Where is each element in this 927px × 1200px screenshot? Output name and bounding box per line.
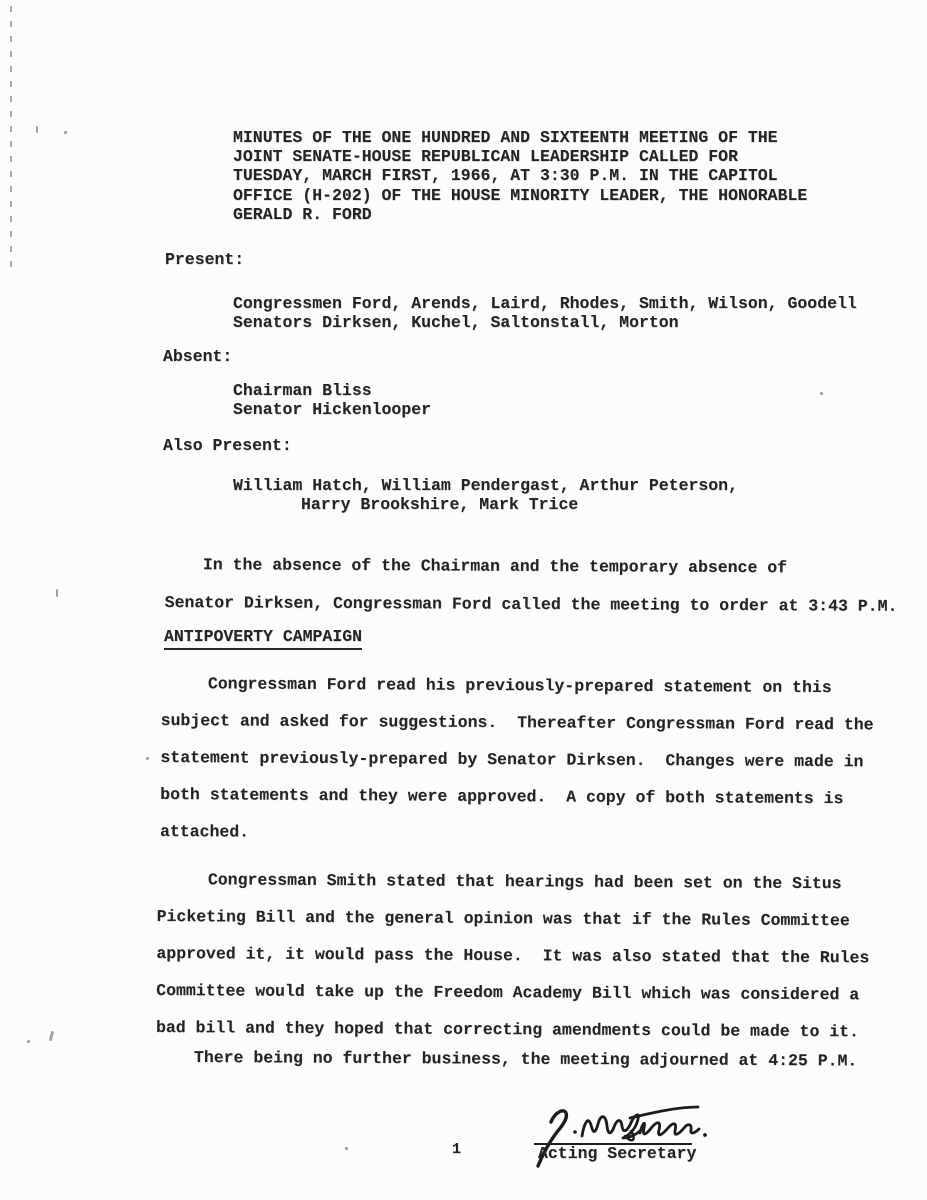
page-number: 1 <box>452 1141 462 1158</box>
body-line: Senator Dirksen, Congressman Ford called the meeting to order at 3:43 P.M. <box>164 592 898 616</box>
scan-speck <box>49 1031 54 1041</box>
title-line: OFFICE (H-202) OF THE HOUSE MINORITY LEADER, THE HONORABLE <box>233 185 808 205</box>
opening-paragraph <box>165 546 898 625</box>
present-label: Present: <box>165 250 245 269</box>
scan-speck <box>56 589 58 597</box>
absent-line: Senator Hickenlooper <box>233 400 432 419</box>
body-line: Picketing Bill and the general opinion was that if the Rules Committee <box>156 906 850 931</box>
body-line: subject and asked for suggestions. Thereafter Congressman Ford read the <box>160 710 874 735</box>
closing-line <box>194 1048 858 1071</box>
body-line: attached. <box>159 821 250 842</box>
antipoverty-paragraph <box>160 665 874 854</box>
scan-speck <box>345 1147 348 1150</box>
also-present-line: Harry Brookshire, Mark Trice <box>301 495 579 514</box>
title-line: MINUTES OF THE ONE HUNDRED AND SIXTEENTH MEETING OF THE <box>233 128 778 147</box>
also-present-label: Also Present: <box>163 436 292 455</box>
body-line: approved it, it would pass the House. It was also stated that the Rules <box>156 943 870 968</box>
situs-paragraph <box>156 861 870 1050</box>
title-line: JOINT SENATE-HOUSE REPUBLICAN LEADERSHIP CALLED FOR <box>233 147 738 167</box>
body-line: Congressman Ford read his previously-prepared statement on this <box>207 674 832 698</box>
body-line: Congressman Smith stated that hearings had been set on the Situs <box>207 870 842 894</box>
body-line: In the absence of the Chairman and the temporary absence of <box>202 555 788 578</box>
present-list <box>233 294 857 332</box>
scan-speck <box>146 757 149 760</box>
scan-speck <box>64 131 67 134</box>
body-line: There being no further business, the meeting adjourned at 4:25 P.M. <box>193 1048 858 1071</box>
section-heading: ANTIPOVERTY CAMPAIGN <box>164 627 362 650</box>
signature-name <box>0 0 1 1</box>
absent-label: Absent: <box>163 347 233 366</box>
body-line: Committee would take up the Freedom Academy Bill which was considered a <box>156 980 860 1005</box>
body-line: bad bill and they hoped that correcting amendments could be made to it. <box>155 1017 860 1042</box>
scan-speck <box>27 1040 30 1043</box>
present-line: Senators Dirksen, Kuchel, Saltonstall, Morton <box>233 313 679 332</box>
present-line: Congressmen Ford, Arends, Laird, Rhodes, Smith, Wilson, Goodell <box>233 294 857 313</box>
absent-list <box>233 381 431 419</box>
body-line: statement previously-prepared by Senator Dirksen. Changes were made in <box>160 747 864 772</box>
also-present-line: William Hatch, William Pendergast, Arthur Peterson, <box>233 476 738 495</box>
title-line: TUESDAY, MARCH FIRST, 1966, AT 3:30 P.M. IN THE CAPITOL <box>233 166 778 186</box>
body-line: both statements and they were approved. A copy of both statements is <box>160 784 844 809</box>
scan-speck <box>820 392 823 395</box>
signature-title: Acting Secretary <box>538 1144 697 1163</box>
section-heading-wrap <box>164 627 362 650</box>
scan-speck <box>36 126 38 133</box>
absent-line: Chairman Bliss <box>233 381 372 400</box>
title-block <box>233 128 807 224</box>
scan-artifact-left-edge <box>10 6 12 270</box>
title-line: GERALD R. FORD <box>233 204 372 224</box>
